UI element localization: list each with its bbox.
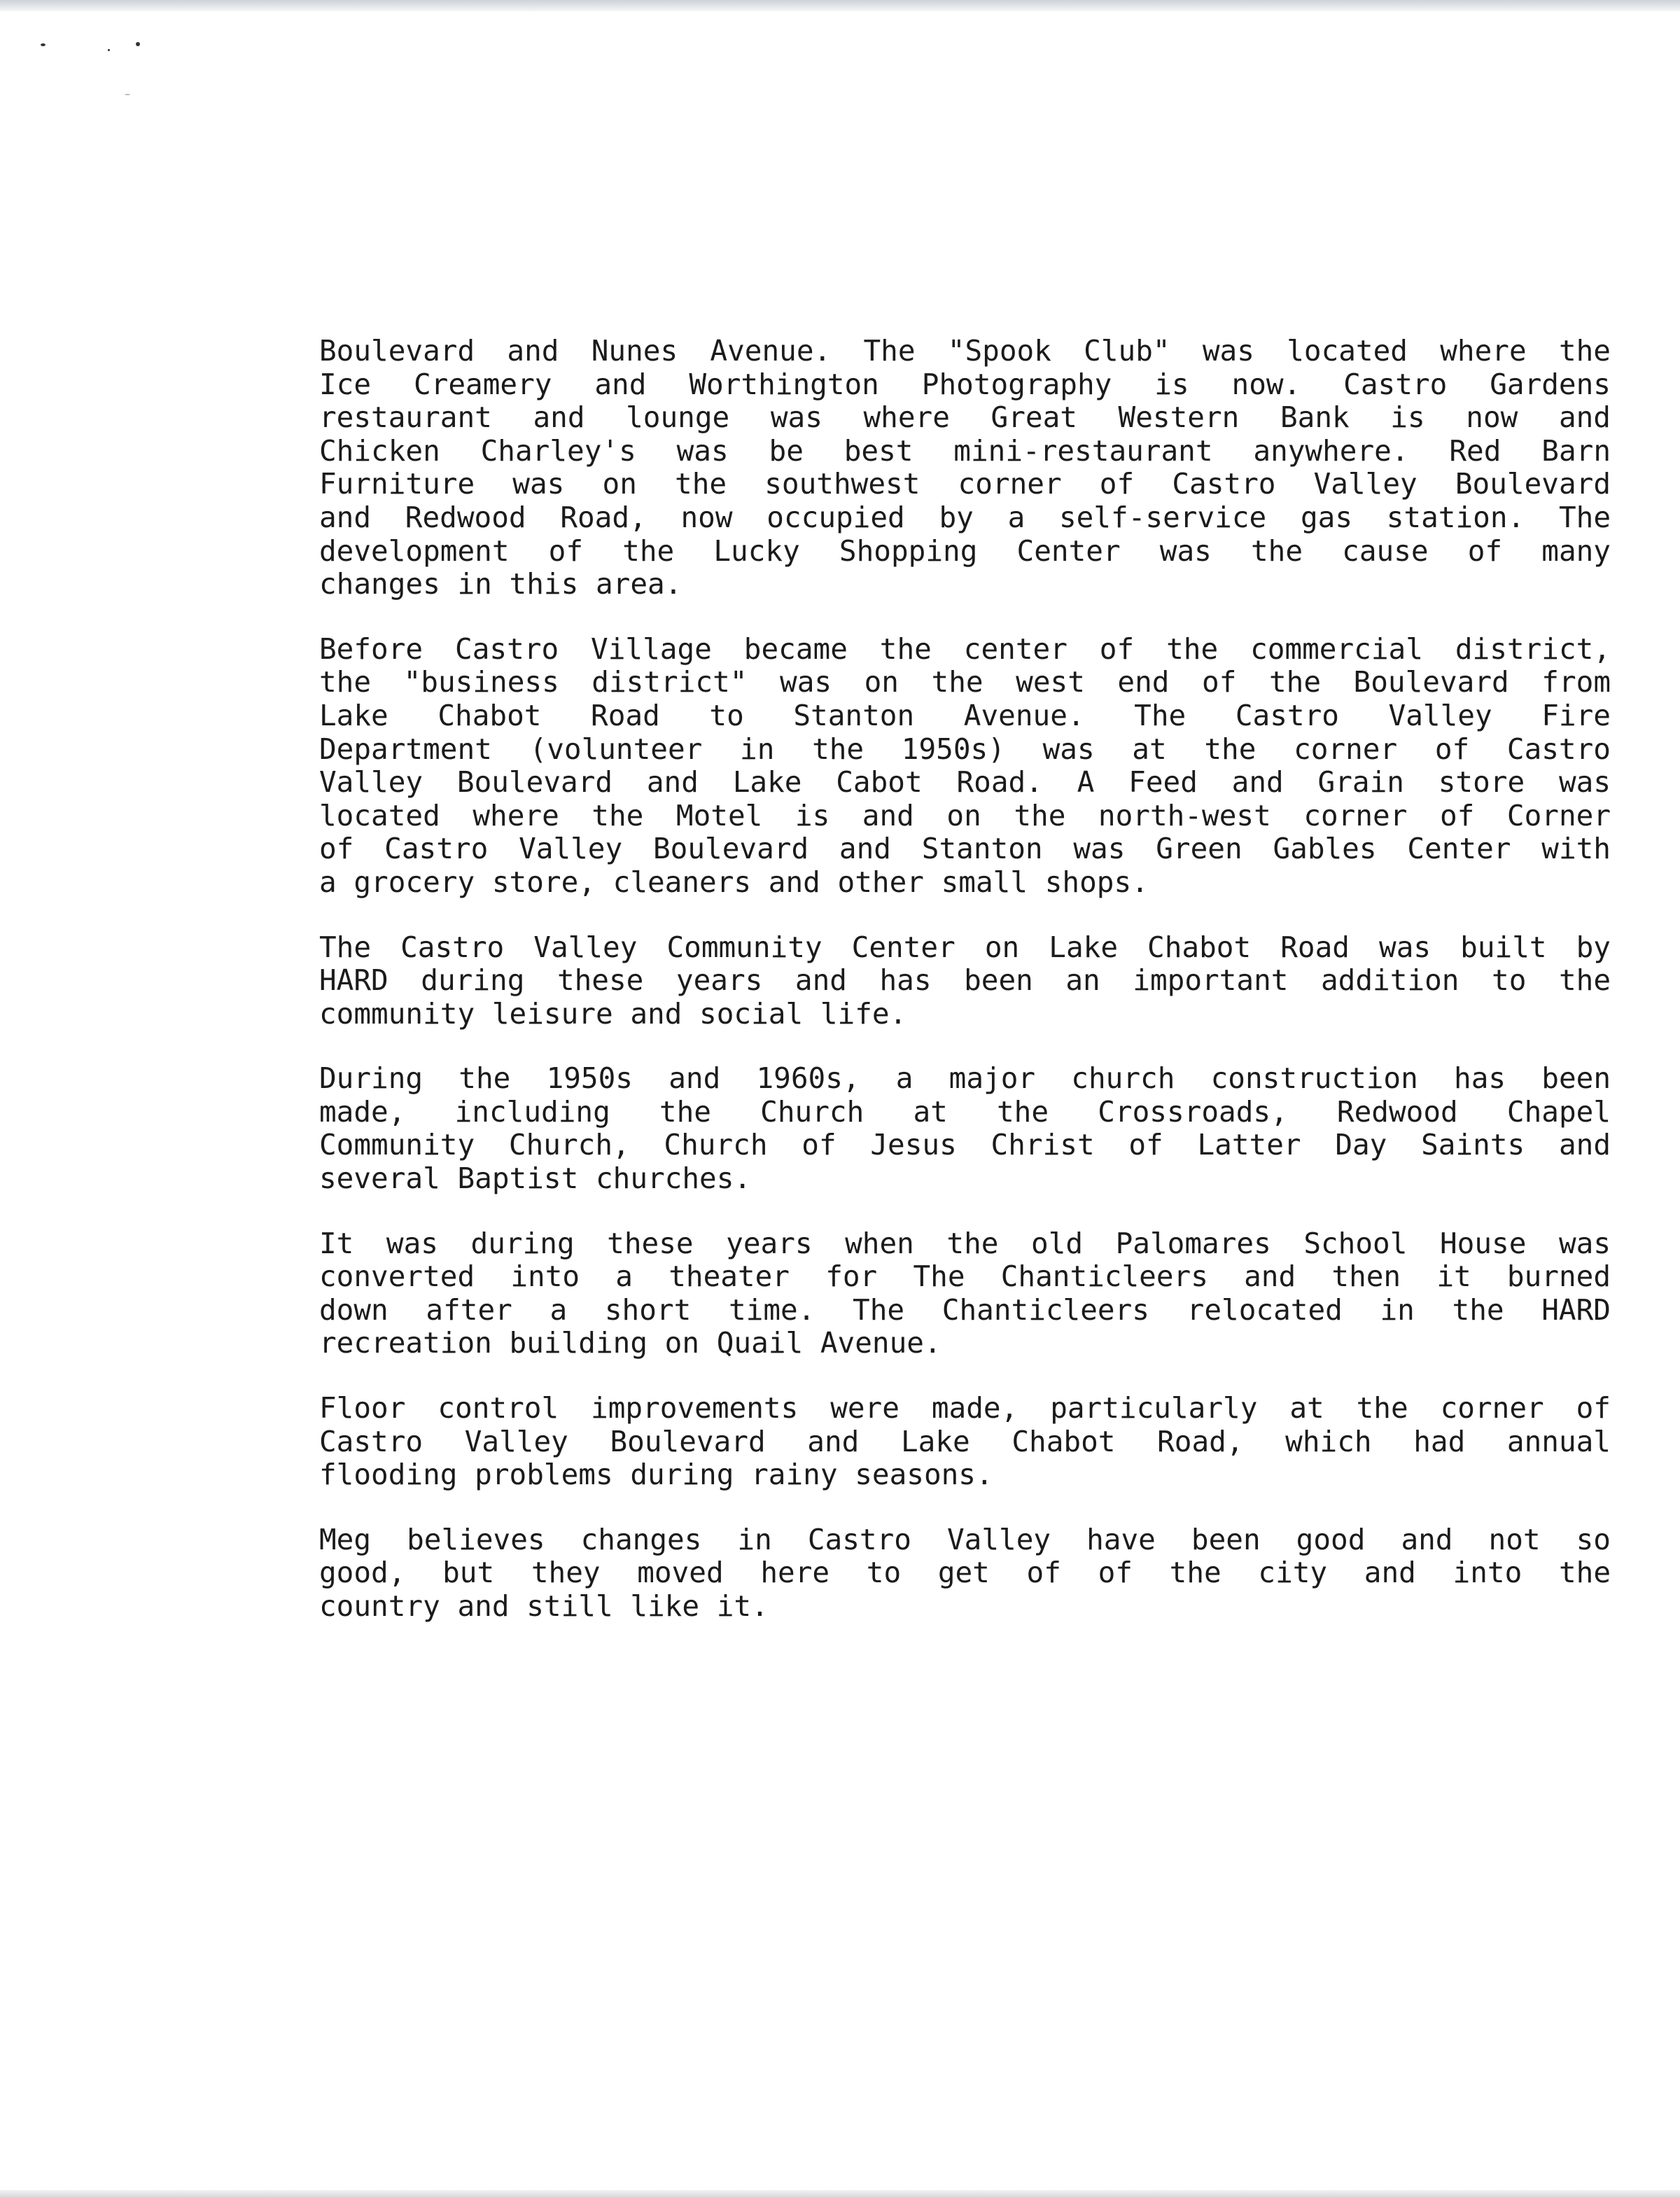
paragraph-gap bbox=[319, 1031, 1611, 1062]
paragraph-2 bbox=[319, 633, 1611, 900]
paragraph-6 bbox=[319, 1392, 1611, 1492]
paragraph-gap bbox=[319, 601, 1611, 633]
text-line: several Baptist churches. bbox=[319, 1162, 752, 1196]
text-line: made, including the Church at the Crossroads, Redwood Chapel bbox=[319, 1094, 1611, 1129]
text-line: HARD during these years and has been an important addition to the bbox=[319, 963, 1611, 998]
text-line: During the 1950s and 1960s, a major church construction has been bbox=[319, 1061, 1611, 1096]
text-line: and Redwood Road, now occupied by a self-service gas station. The bbox=[319, 500, 1611, 534]
text-line: Chicken Charley's was be best mini-restaurant anywhere. Red Barn bbox=[319, 433, 1611, 468]
text-line: good, but they moved here to get of of the city and into the bbox=[319, 1556, 1611, 1590]
paragraph-7 bbox=[319, 1523, 1611, 1624]
text-line: Ice Creamery and Worthington Photography is now. Castro Gardens bbox=[319, 367, 1611, 401]
scan-top-edge bbox=[0, 0, 1680, 11]
paragraph-gap bbox=[319, 1360, 1611, 1392]
text-line: country and still like it. bbox=[319, 1589, 769, 1623]
text-line: located where the Motel is and on the north-west corner of Corner bbox=[319, 798, 1611, 832]
text-line: Community Church, Church of Jesus Christ of Latter Day Saints and bbox=[319, 1128, 1611, 1162]
paragraph-gap bbox=[319, 1196, 1611, 1227]
text-line: community leisure and social life. bbox=[319, 996, 907, 1031]
text-line: development of the Lucky Shopping Center was the cause of many bbox=[319, 533, 1611, 568]
text-line: of Castro Valley Boulevard and Stanton was Green Gables Center with bbox=[319, 832, 1611, 866]
speck bbox=[41, 43, 46, 46]
speck bbox=[136, 42, 140, 46]
text-line: Boulevard and Nunes Avenue. The "Spook Club" was located where the bbox=[319, 334, 1611, 368]
paragraph-1 bbox=[319, 335, 1611, 601]
paragraph-gap bbox=[319, 900, 1611, 931]
text-line: converted into a theater for The Chanticleers and then it burned bbox=[319, 1260, 1611, 1294]
text-line: Furniture was on the southwest corner of Castro Valley Boulevard bbox=[319, 467, 1611, 501]
text-line: down after a short time. The Chanticleers relocated in the HARD bbox=[319, 1292, 1611, 1327]
text-line: Valley Boulevard and Lake Cabot Road. A Feed and Grain store was bbox=[319, 765, 1611, 800]
text-line: Castro Valley Boulevard and Lake Chabot Road, which had annual bbox=[319, 1424, 1611, 1458]
text-line: Meg believes changes in Castro Valley have been good and not so bbox=[319, 1522, 1611, 1556]
text-line: Floor control improvements were made, particularly at the corner of bbox=[319, 1391, 1611, 1425]
text-line: Before Castro Village became the center of the commercial district, bbox=[319, 632, 1611, 666]
text-line: flooding problems during rainy seasons. bbox=[319, 1458, 993, 1492]
text-line: the "business district" was on the west end of the Boulevard from bbox=[319, 665, 1611, 699]
speck bbox=[108, 49, 110, 51]
text-line: a grocery store, cleaners and other small shops. bbox=[319, 865, 1149, 899]
speck bbox=[125, 94, 130, 95]
paragraph-gap bbox=[319, 1492, 1611, 1523]
text-line: Lake Chabot Road to Stanton Avenue. The Castro Valley Fire bbox=[319, 698, 1611, 732]
paragraph-4 bbox=[319, 1062, 1611, 1195]
text-line: The Castro Valley Community Center on Lake Chabot Road was built by bbox=[319, 930, 1611, 964]
document-body bbox=[319, 335, 1611, 1624]
scan-bottom-edge bbox=[0, 2190, 1680, 2197]
text-line: recreation building on Quail Avenue. bbox=[319, 1326, 941, 1360]
text-line: changes in this area. bbox=[319, 567, 682, 601]
paragraph-3 bbox=[319, 931, 1611, 1031]
text-line: It was during these years when the old Palomares School House was bbox=[319, 1226, 1611, 1260]
text-line: Department (volunteer in the 1950s) was at the corner of Castro bbox=[319, 732, 1611, 766]
text-line: restaurant and lounge was where Great Western Bank is now and bbox=[319, 400, 1611, 435]
paragraph-5 bbox=[319, 1227, 1611, 1360]
